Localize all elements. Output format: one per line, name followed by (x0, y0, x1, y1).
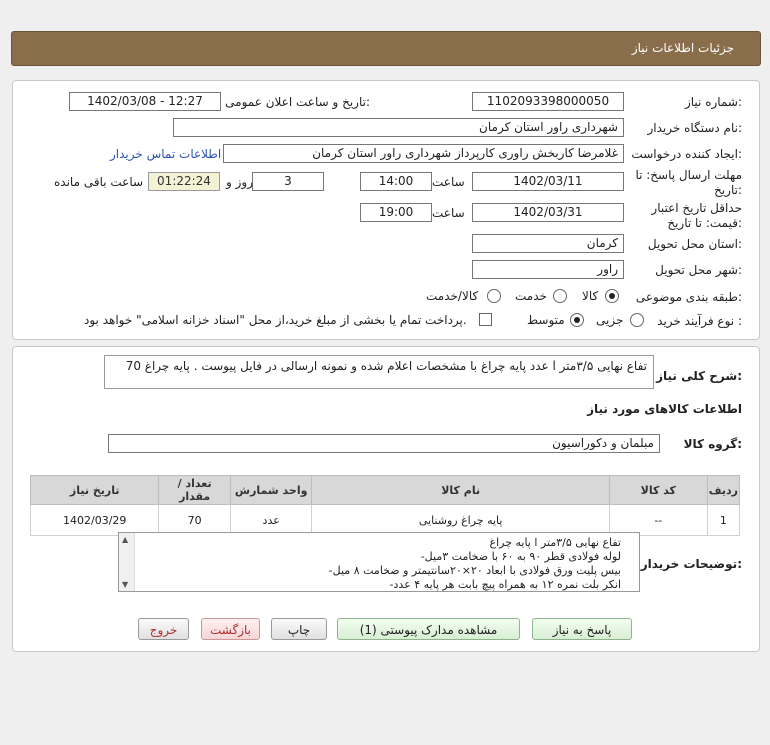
province-field: کرمان (472, 234, 624, 253)
deadline-time-field: 14:00 (360, 172, 432, 191)
deadline-time-label: ساعت (432, 175, 465, 189)
buyer-notes-field[interactable] (118, 532, 640, 592)
col-goods-code: کد کالا (609, 476, 707, 505)
back-button[interactable]: بازگشت (201, 618, 260, 640)
goods-section-title: اطلاعات کالاهای مورد نیاز (587, 402, 742, 416)
notes-line: -بیس پلیت ورق فولادی با ابعاد ۲۰×۲۰سانتیمتر و ضخامت ۸ میل (328, 564, 621, 577)
cell-unit: عدد (230, 505, 312, 536)
summary-label: شرح کلی نیاز: (656, 369, 742, 383)
category-service-radio[interactable] (553, 289, 567, 303)
deadline-date-field: 1402/03/11 (472, 172, 624, 191)
remaining-time-label: ساعت باقی مانده (54, 175, 144, 189)
cell-quantity: 70 (159, 505, 230, 536)
view-attachments-button[interactable]: مشاهده مدارک پیوستی (1) (337, 618, 520, 640)
category-goods-radio[interactable] (605, 289, 619, 303)
notes-line: -لوله فولادی قطر ۹۰ به ۶۰ با ضخامت ۳میل (420, 550, 621, 563)
process-medium-radio[interactable] (570, 313, 584, 327)
validity-label-2: قیمت: تا تاریخ: (667, 216, 742, 230)
category-service-label: خدمت (515, 289, 547, 303)
process-minor-label: جزیی (596, 313, 624, 327)
buyer-label: نام دستگاه خریدار: (647, 121, 742, 135)
buyer-field: شهرداری راور استان کرمان (173, 118, 624, 137)
goods-group-label: گروه کالا: (683, 437, 742, 451)
deadline-days-label: روز و (226, 175, 253, 189)
col-row-number: ردیف (707, 476, 739, 505)
process-label: نوع فرآیند خرید : (657, 314, 742, 328)
col-quantity: تعداد / مقدار (159, 476, 230, 505)
creator-label: ایجاد کننده درخواست: (631, 147, 742, 161)
validity-date-field: 1402/03/31 (472, 203, 624, 222)
page-header (11, 31, 761, 66)
cell-goods-name: پایه چراغ روشنایی (312, 505, 609, 536)
deadline-label-2: تاریخ: (714, 183, 742, 197)
summary-text: 70 عدد پایه چراغ با مشخصات اعلام شده و نمونه ارسالی در فایل پیوست . پایه چراغ l تفاع نهایی ۳/۵متر (125, 359, 647, 373)
city-label: شهر محل تحویل: (655, 263, 742, 277)
reply-button[interactable]: پاسخ به نیاز (532, 618, 632, 640)
creator-field: غلامرضا کاربخش راوری کارپرداز شهرداری راور استان کرمان (223, 144, 624, 163)
process-minor-radio[interactable] (630, 313, 644, 327)
process-medium-label: متوسط (527, 313, 565, 327)
summary-field (104, 355, 654, 389)
province-label: استان محل تحویل: (647, 237, 742, 251)
print-button[interactable]: چاپ (271, 618, 327, 640)
category-goods-label: کالا (582, 289, 599, 303)
validity-time-label: ساعت (432, 206, 465, 220)
city-field: راور (472, 260, 624, 279)
scroll-down-icon[interactable]: ▼ (122, 580, 129, 589)
category-both-label: کالا/خدمت (426, 289, 479, 303)
col-goods-name: نام کالا (312, 476, 609, 505)
notes-scrollbar[interactable] (119, 533, 135, 591)
scroll-up-icon[interactable]: ▲ (122, 535, 129, 544)
announce-label: تاریخ و ساعت اعلان عمومی: (225, 95, 370, 109)
notes-line: -انکر بلت نمره ۱۲ به همراه پیچ بابت هر پایه ۴ عدد (389, 578, 621, 591)
announce-field: 1402/03/08 - 12:27 (69, 92, 221, 111)
deadline-days-field: 3 (252, 172, 324, 191)
exit-button[interactable]: خروج (138, 618, 189, 640)
validity-time-field: 19:00 (360, 203, 432, 222)
cell-need-date: 1402/03/29 (31, 505, 159, 536)
deadline-label-1: مهلت ارسال پاسخ: تا (635, 168, 742, 182)
validity-label-1: حداقل تاریخ اعتبار (651, 201, 742, 215)
goods-table (30, 475, 740, 536)
cell-goods-code: -- (609, 505, 707, 536)
buyer-notes-label: توضیحات خریدار: (640, 557, 742, 571)
notes-line: پایه چراغ l تفاع نهایی ۳/۵متر (489, 536, 621, 549)
page-title: جزئیات اطلاعات نیاز (631, 41, 734, 55)
need-number-label: شماره نیاز: (684, 95, 742, 109)
category-both-radio[interactable] (487, 289, 501, 303)
treasury-payment-note: پرداخت تمام یا بخشی از مبلغ خرید،از محل "اسناد خزانه اسلامی" خواهد بود. (84, 313, 467, 327)
buyer-contact-link[interactable]: اطلاعات تماس خریدار (110, 147, 222, 161)
goods-table-header (31, 476, 740, 505)
goods-group-field: مبلمان و دکوراسیون (108, 434, 660, 453)
need-number-field: 1102093398000050 (472, 92, 624, 111)
col-unit: واحد شمارش (230, 476, 312, 505)
col-need-date: تاریخ نیاز (31, 476, 159, 505)
table-row (31, 505, 740, 536)
category-label: طبقه بندی موضوعی: (635, 290, 742, 304)
cell-row-number: 1 (707, 505, 739, 536)
treasury-payment-checkbox[interactable] (479, 313, 492, 326)
remaining-time-field: 01:22:24 (148, 172, 220, 191)
